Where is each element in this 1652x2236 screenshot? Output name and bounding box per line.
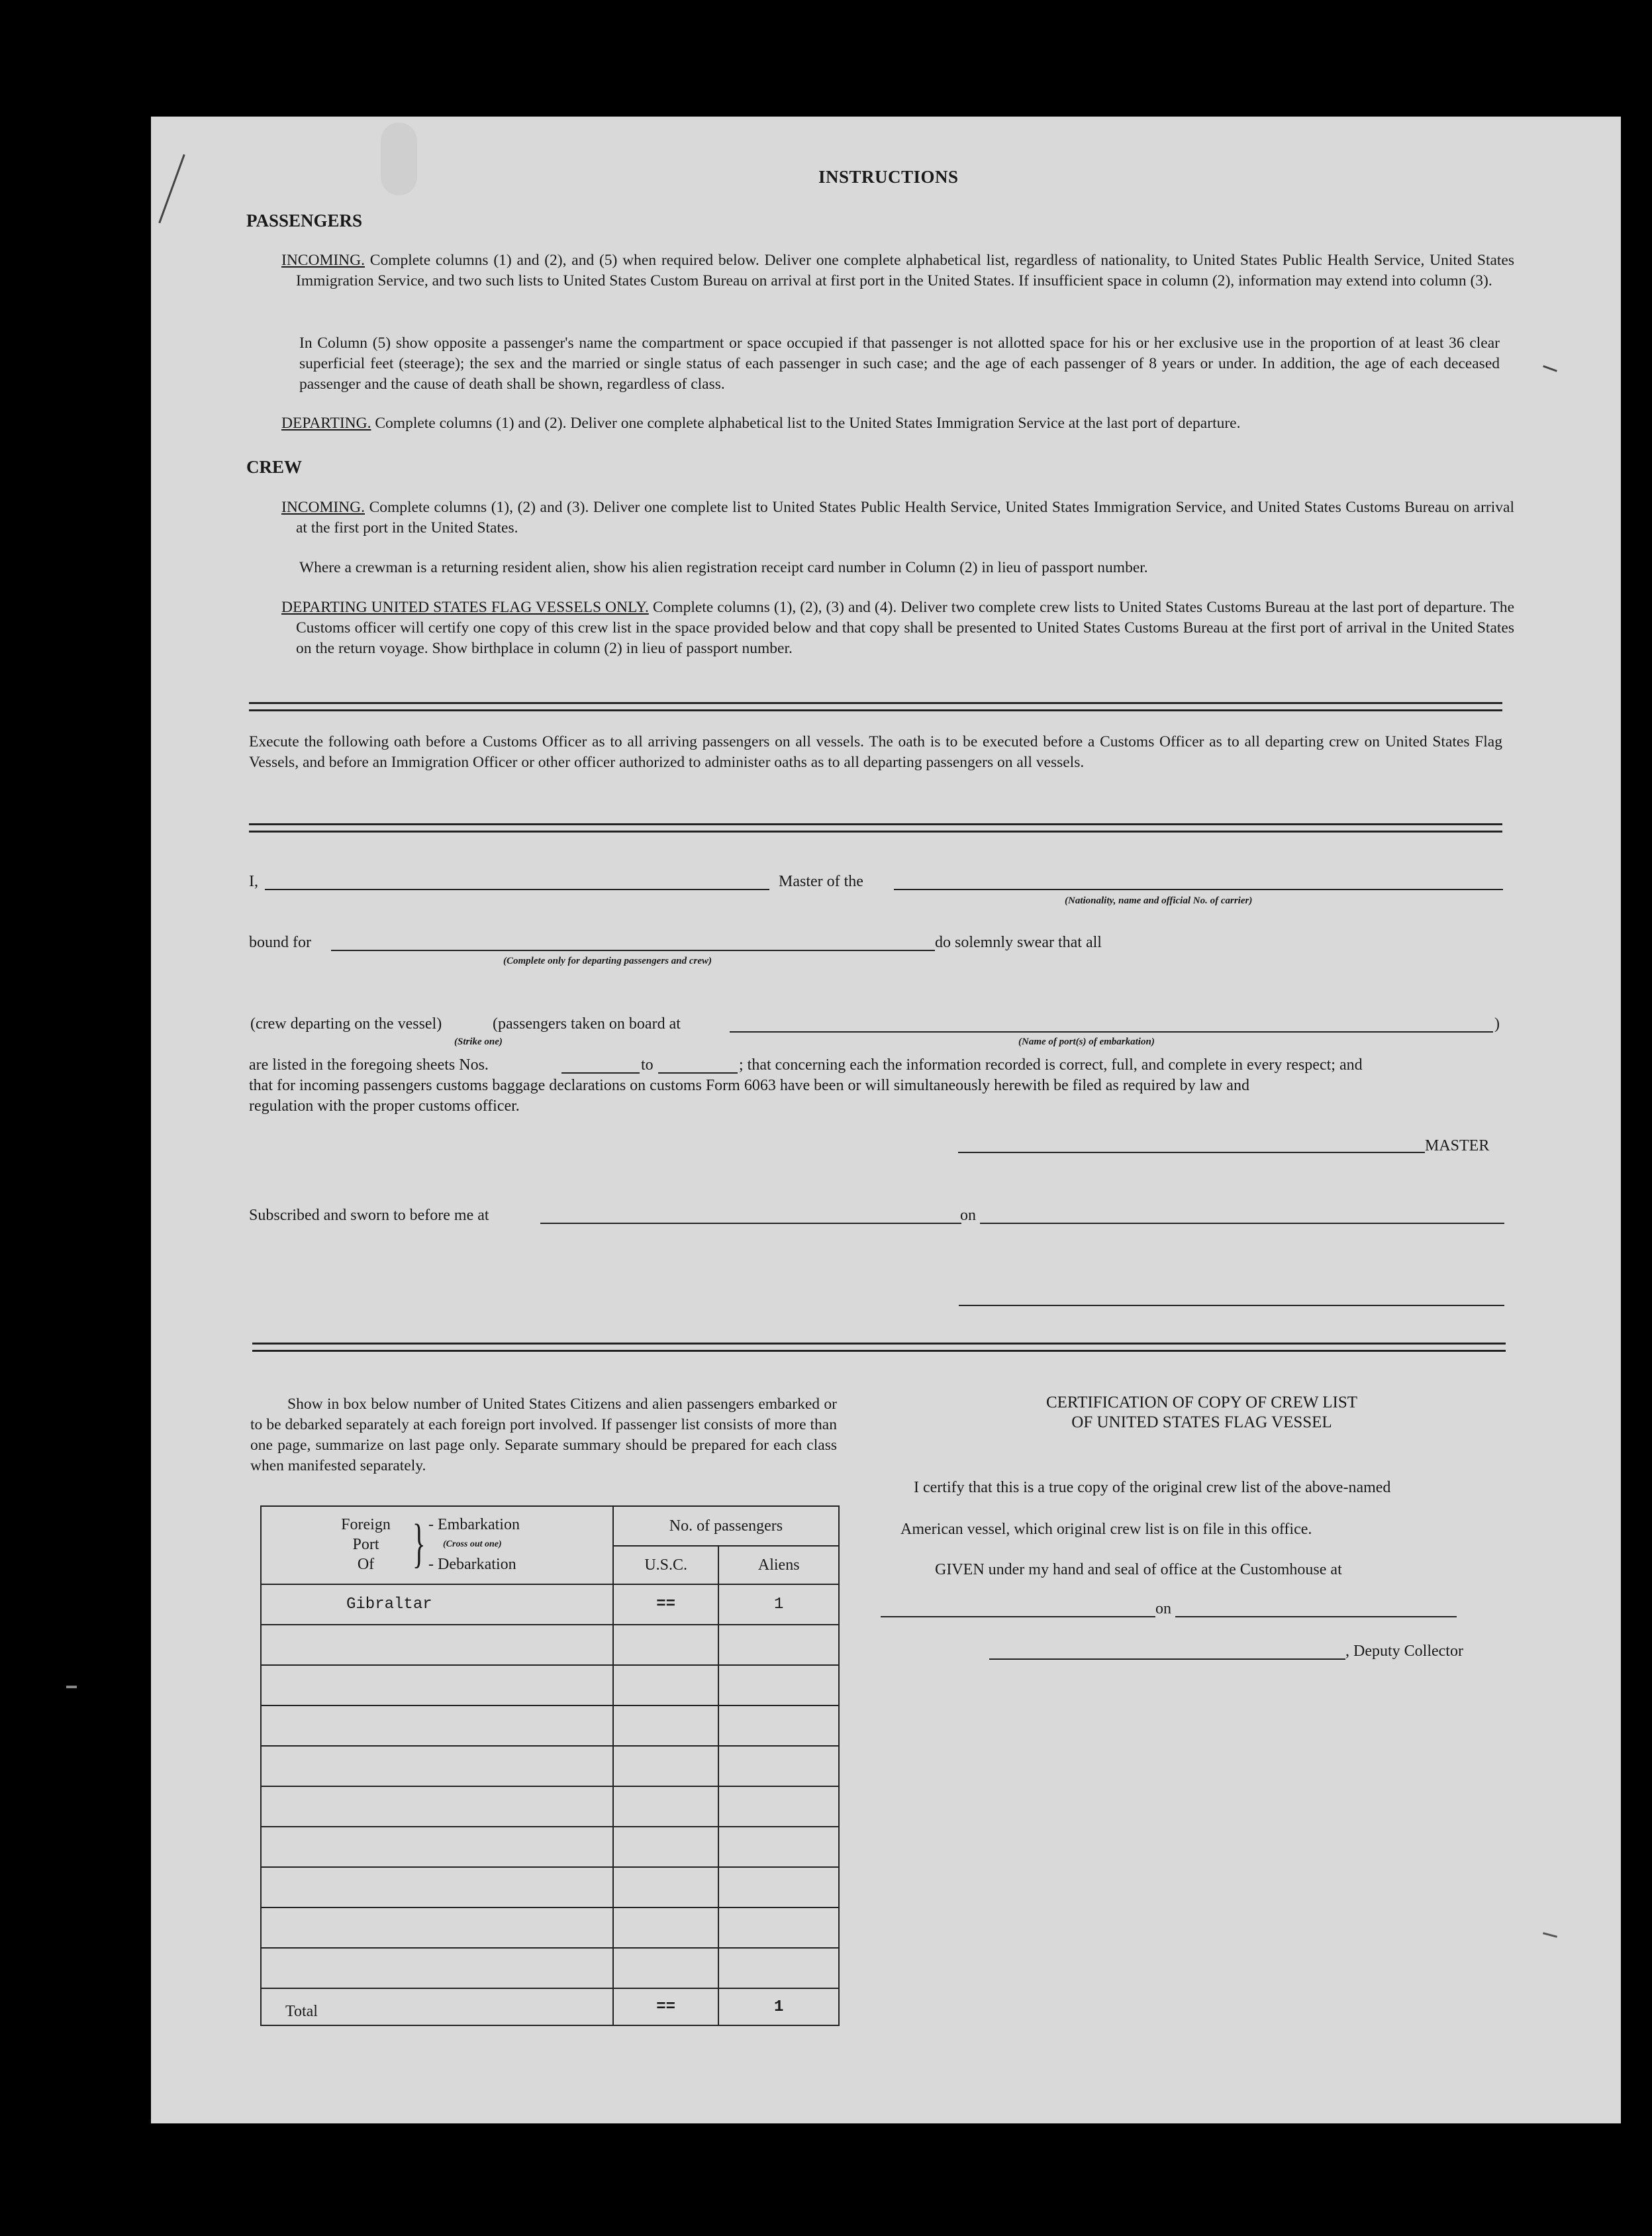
aliens-header: Aliens	[718, 1546, 839, 1584]
usc-header: U.S.C.	[613, 1546, 719, 1584]
certification-date-field[interactable]	[1175, 1603, 1457, 1617]
embarkation-ports-field[interactable]	[730, 1018, 1493, 1033]
summary-aliens-cell[interactable]	[718, 1827, 839, 1867]
crew-departing-option[interactable]: (crew departing on the vessel)	[250, 1015, 442, 1033]
brace-icon: }	[412, 1513, 426, 1573]
certification-title-line-2: OF UNITED STATES FLAG VESSEL	[1071, 1413, 1332, 1431]
passengers-departing-label: DEPARTING.	[281, 415, 371, 432]
port-header-cell	[261, 1506, 613, 1584]
oath-instruction: Execute the following oath before a Customs Officer as to all arriving passengers on all vessels. The oath is to be executed before a Customs Officer as to all departing crew on United States Flag Vessels, and before an Immigration Officer or other officer authorized to administer oaths as to all departing passengers on all vessels.	[249, 733, 1502, 771]
table-row	[261, 1867, 839, 1907]
summary-port-cell[interactable]	[261, 1705, 613, 1746]
table-row	[261, 1786, 839, 1827]
crew-departing-label: DEPARTING UNITED STATES FLAG VESSELS ONLY.	[281, 599, 649, 616]
passengers-incoming-paragraph	[281, 250, 1514, 291]
passenger-summary-table	[260, 1505, 840, 2026]
bound-for-field[interactable]	[331, 937, 935, 951]
section-divider	[249, 823, 1502, 833]
crew-heading: CREW	[246, 457, 303, 477]
summary-port-cell[interactable]	[261, 1948, 613, 1988]
summary-aliens-cell[interactable]	[718, 1786, 839, 1827]
listed-line-3: regulation with the proper customs officer.	[249, 1097, 520, 1115]
certify-line-1: I certify that this is a true copy of the original crew list of the above-named	[914, 1479, 1391, 1496]
scan-mark	[381, 123, 417, 195]
certification-title	[953, 1393, 1450, 1433]
master-of-the-label: Master of the	[779, 873, 863, 890]
officer-signature-field[interactable]	[959, 1292, 1504, 1306]
table-row	[261, 1827, 839, 1867]
listed-line-2: that for incoming passengers customs baggage declarations on customs Form 6063 have been or will simultaneously herewith be filed as required by law and	[249, 1077, 1249, 1094]
summary-usc-cell[interactable]	[613, 1786, 719, 1827]
port-label: Port	[352, 1536, 379, 1553]
listed-rest: ; that concerning each the information recorded is correct, full, and complete in every respect; and	[739, 1056, 1363, 1074]
certification-title-line-1: CERTIFICATION OF COPY OF CREW LIST	[1045, 1394, 1358, 1411]
table-row	[261, 1584, 839, 1625]
certification-on-label: on	[1155, 1600, 1171, 1617]
summary-aliens-cell[interactable]	[718, 1625, 839, 1665]
subscribed-on-label: on	[960, 1207, 976, 1224]
crew-departing-text: Complete columns (1), (2), (3) and (4). Deliver two complete crew lists to United States Customs Bureau at the last port of departure. The Customs officer will certify one copy of this crew list in the space provided below and that copy shall be presented to United States Customs Bureau at the first port of arrival in the United States on the return voyage. Show birthplace in column (2) in lieu of passport number.	[296, 599, 1514, 657]
of-label: Of	[357, 1556, 375, 1573]
oath-i-label: I,	[249, 873, 258, 890]
strike-one-caption: (Strike one)	[454, 1037, 503, 1047]
section-divider	[252, 1343, 1506, 1352]
sheet-to-field[interactable]	[658, 1059, 738, 1074]
carrier-caption: (Nationality, name and official No. of carrier)	[1065, 895, 1253, 906]
table-row	[261, 1907, 839, 1948]
passengers-taken-option[interactable]: (passengers taken on board at	[493, 1015, 681, 1033]
crew-incoming-paragraph	[281, 497, 1514, 538]
subscribed-place-field[interactable]	[540, 1209, 961, 1224]
summary-aliens-cell[interactable]	[718, 1746, 839, 1786]
table-row	[261, 1625, 839, 1665]
crew-departing-paragraph	[281, 597, 1514, 659]
summary-port-cell[interactable]: Gibraltar	[261, 1584, 613, 1625]
summary-instructions: Show in box below number of United States Citizens and alien passengers embarked or to be debarked separately at each foreign port involved. If passenger list consists of more than one page, summarize on last page only. Separate summary should be prepared for each class when manifested separately.	[250, 1396, 837, 1474]
summary-usc-cell[interactable]	[613, 1625, 719, 1665]
given-line: GIVEN under my hand and seal of office at the Customhouse at	[935, 1561, 1342, 1578]
listed-in-label: are listed in the foregoing sheets Nos.	[249, 1056, 489, 1074]
summary-port-cell[interactable]	[261, 1786, 613, 1827]
summary-port-cell[interactable]	[261, 1746, 613, 1786]
crew-incoming-text: Complete columns (1), (2) and (3). Deliver one complete list to United States Public Health Service, United States Immigration Service, and United States Customs Bureau on arrival at the first port in the United States.	[296, 499, 1514, 536]
table-row	[261, 1705, 839, 1746]
passengers-departing-text: Complete columns (1) and (2). Deliver one complete alphabetical list to the United States Immigration Service at the last port of departure.	[375, 415, 1241, 432]
summary-aliens-cell[interactable]	[718, 1665, 839, 1705]
total-usc: ==	[613, 1988, 719, 2025]
debarkation-label: - Debarkation	[428, 1556, 516, 1573]
summary-aliens-cell[interactable]	[718, 1867, 839, 1907]
sheet-from-field[interactable]	[561, 1059, 640, 1074]
ports-caption: (Name of port(s) of embarkation)	[1018, 1037, 1155, 1047]
table-row	[261, 1948, 839, 1988]
summary-port-cell[interactable]	[261, 1665, 613, 1705]
bound-for-label: bound for	[249, 934, 311, 951]
scan-mark	[66, 1686, 77, 1688]
customhouse-field[interactable]	[881, 1603, 1155, 1617]
summary-port-cell[interactable]	[261, 1625, 613, 1665]
summary-aliens-cell[interactable]	[718, 1948, 839, 1988]
summary-port-cell[interactable]	[261, 1827, 613, 1867]
master-signature-field[interactable]	[958, 1137, 1425, 1153]
summary-usc-cell[interactable]	[613, 1827, 719, 1867]
swear-text: do solemnly swear that all	[935, 934, 1102, 951]
summary-usc-cell[interactable]	[613, 1907, 719, 1948]
table-row	[261, 1746, 839, 1786]
master-name-field[interactable]	[265, 876, 769, 890]
bound-for-caption: (Complete only for departing passengers and crew)	[503, 956, 712, 966]
table-row	[261, 1665, 839, 1705]
passengers-incoming-text: Complete columns (1) and (2), and (5) when required below. Deliver one complete alphabetical list, regardless of nationality, to United States Public Health Service, United States Immigration Service, and two such lists to United States Custom Bureau on arrival at first port in the United States. If insufficient space in column (2), information may extend into column (3).	[296, 252, 1515, 289]
summary-port-cell[interactable]	[261, 1867, 613, 1907]
carrier-field[interactable]	[894, 876, 1503, 890]
summary-usc-cell[interactable]	[613, 1746, 719, 1786]
subscribed-date-field[interactable]	[980, 1209, 1504, 1224]
summary-port-cell[interactable]	[261, 1907, 613, 1948]
summary-usc-cell[interactable]	[613, 1948, 719, 1988]
embarkation-label: - Embarkation	[428, 1516, 520, 1533]
deputy-collector-label: , Deputy Collector	[1345, 1643, 1463, 1660]
cross-out-label: (Cross out one)	[443, 1539, 502, 1549]
total-row	[261, 1988, 839, 2025]
close-paren: )	[1494, 1015, 1500, 1033]
certify-line-2: American vessel, which original crew list is on file in this office.	[900, 1521, 1312, 1538]
summary-usc-cell[interactable]	[613, 1665, 719, 1705]
summary-aliens-cell[interactable]: 1	[718, 1584, 839, 1625]
passengers-heading: PASSENGERS	[246, 211, 363, 230]
total-label: Total	[261, 1988, 613, 2025]
subscribed-label: Subscribed and sworn to before me at	[249, 1207, 489, 1224]
foreign-label: Foreign	[341, 1516, 391, 1533]
crew-incoming-label: INCOMING.	[281, 499, 365, 516]
crew-resident-paragraph: Where a crewman is a returning resident alien, show his alien registration receipt card number in Column (2) in lieu of passport number.	[299, 559, 1148, 576]
summary-aliens-cell[interactable]	[718, 1705, 839, 1746]
column5-paragraph: In Column (5) show opposite a passenger's name the compartment or space occupied if that passenger is not allotted space for his or her exclusive use in the proportion of at least 36 clear superficial feet (steerage); the sex and the married or single status of each passenger in such case; and the age of each passenger of 8 years or under. In addition, the age of each deceased passenger and the cause of death shall be shown, regardless of class.	[299, 334, 1500, 393]
summary-usc-cell[interactable]: ==	[613, 1584, 719, 1625]
section-divider	[249, 702, 1502, 711]
summary-usc-cell[interactable]	[613, 1867, 719, 1907]
total-aliens: 1	[718, 1988, 839, 2025]
summary-aliens-cell[interactable]	[718, 1907, 839, 1948]
deputy-collector-signature-field[interactable]	[989, 1645, 1345, 1660]
master-label: MASTER	[1425, 1137, 1490, 1154]
page-title: INSTRUCTIONS	[818, 167, 959, 187]
summary-usc-cell[interactable]	[613, 1705, 719, 1746]
no-of-passengers-header: No. of passengers	[613, 1506, 839, 1546]
to-label: to	[641, 1056, 654, 1074]
passengers-incoming-label: INCOMING.	[281, 252, 365, 269]
passengers-departing-paragraph	[281, 413, 1500, 434]
